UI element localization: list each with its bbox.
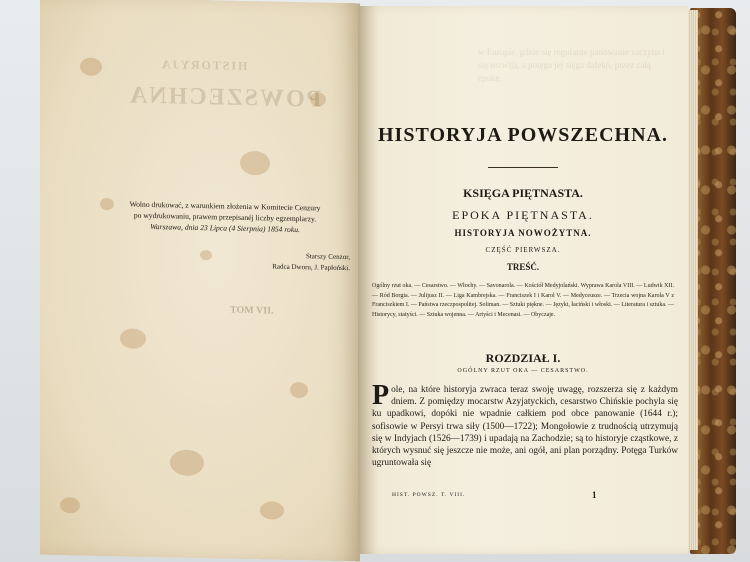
epoch-heading: EPOKA PIĘTNASTA.: [452, 208, 594, 222]
foxing-spot: [120, 328, 146, 349]
ghost-volume-number: TOM VII.: [230, 304, 274, 317]
foxing-spot: [260, 501, 284, 520]
foxing-spot: [240, 151, 270, 176]
imprint-line-1: Wolno drukować, z warunkiem złożenia w Komitecie Cenzury: [129, 199, 321, 213]
foxing-spot: [170, 449, 204, 476]
left-page: [40, 0, 360, 561]
main-title: HISTORYJA POWSZECHNA.: [378, 124, 668, 146]
censor-name: Radca Dworu, J. Papłoński.: [272, 262, 350, 273]
body-text: ole, na które historyja zwraca teraz swoję uwagę, rozszerza się z każdym dniem. Z pomiędzy mocarstw Azyjatyckich, cesarstwo Chińskie pochyla się ku upadkowi, dopóki nie wpadnie całkiem pod obce panowanie (1644 r.); sofisowie w Persyi trwa siły (1500—1722); Mongołowie z trudnością utrzymują się w Indyjach (1526—1739) i upadają na Zachodzie; są to historyje cząstkowe, z których wysnuć się jeszcze nie może, ani ogół, ani plan porządny. Potęga Turków ugruntowała się: [372, 385, 678, 469]
chapter-heading: ROZDZIAŁ I.: [485, 351, 561, 365]
bleed-through-text: HISTORYJA: [160, 57, 248, 73]
footer-signature: HIST. POWSZ. T. VIII.: [392, 492, 466, 498]
bleed-through-block: w Europie, gdzie się regularne panowanie zaczyna i się rozwija, a potęga jej sięga daleko, przez całą epokę.: [478, 47, 665, 83]
body-paragraph: [372, 380, 678, 469]
history-heading: HISTORYJA NOWOŻYTNA.: [454, 228, 592, 238]
right-page: [358, 6, 688, 554]
book-heading: KSIĘGA PIĘTNASTA.: [463, 186, 583, 200]
bleed-through-title: POWSZECHNA: [128, 82, 322, 113]
censorship-imprint: [96, 198, 354, 236]
contents-heading: TREŚĆ.: [506, 262, 540, 272]
foxing-spot: [290, 382, 308, 398]
censor-signature: [190, 249, 350, 274]
foxing-spot: [80, 57, 102, 75]
imprint-line-2: po wydrukowaniu, prawem przepisanéj liczby egzemplarzy.: [133, 210, 317, 224]
imprint-line-3: Warszawa, dnia 23 Lipca (4 Sierpnia) 1854 roku.: [150, 221, 300, 235]
foxing-spot: [60, 497, 80, 513]
title-rule: [488, 167, 558, 168]
censor-title: Starszy Cenzor,: [305, 252, 350, 262]
part-heading: CZĘŚĆ PIERWSZA.: [485, 246, 561, 254]
chapter-summary: Ogólny rzut oka. — Cesarstwo. — Włochy. — Savonarola. — Kościół Medyjolański. Wyprawa Karola VIII. — Ludwik XII. — Ród Borgia. — Julijusz II. — Liga Kambrejska. — Franciszek I i Karol V. — Medyceusze. — Trzecia wojna Karola V z Franciszkiem I. — Państwa rzeczpospolitej. Soliman. — Sztuki piękne. — Języki, łaciński i włoski. — Literatura i sztuka. — Historycy, statyści. — Sztuka wojenna. — Artyści i Mecenasi. — Obyczaje.: [372, 283, 674, 318]
page-number: 1: [592, 490, 597, 500]
chapter-subheading: OGÓLNY RZUT OKA — CESARSTWO.: [457, 368, 589, 374]
drop-cap: P: [372, 380, 390, 411]
